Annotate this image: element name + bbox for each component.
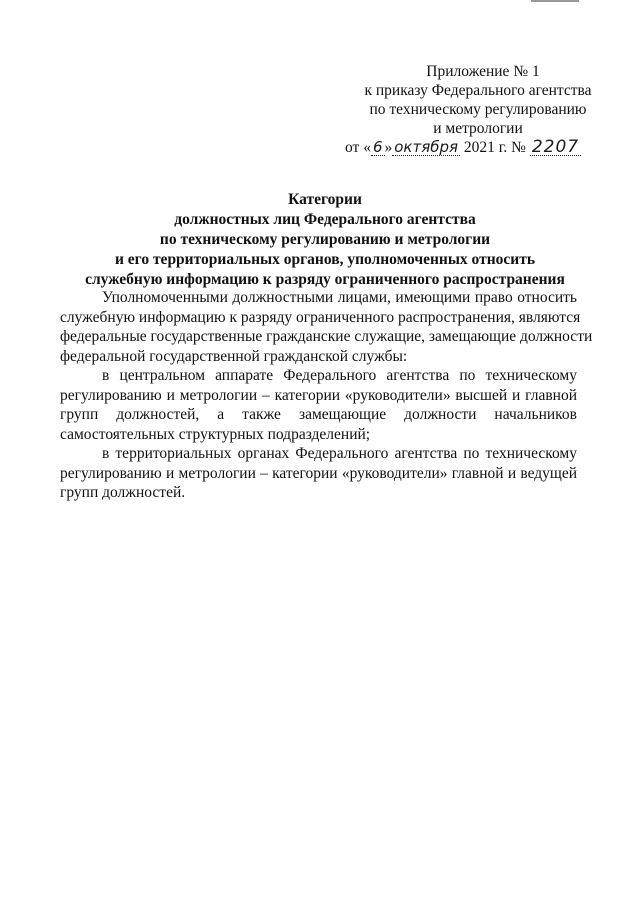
body-line: групп должностей. bbox=[60, 484, 186, 501]
body-paragraph bbox=[60, 444, 577, 503]
date-year: 2021 г. № bbox=[463, 139, 526, 156]
appendix-date-line bbox=[333, 138, 623, 157]
scan-edge-mark bbox=[531, 0, 579, 2]
handwritten-day: 6 bbox=[372, 138, 383, 156]
title-line: служебную информацию к разряду ограниченного распространения bbox=[85, 271, 565, 288]
title-line: по техническому регулированию и метрологии bbox=[159, 231, 491, 248]
appendix-agency-line-2: и метрологии bbox=[433, 120, 523, 137]
body-line: самостоятельных структурных подразделений; bbox=[60, 425, 371, 443]
appendix-agency-line: по техническому регулированию bbox=[369, 101, 587, 118]
appendix-order-ref: к приказу Федерального агентства bbox=[364, 82, 592, 99]
body-line: регулированию и метрологии – категории «руководители» высшей и главной bbox=[60, 386, 577, 404]
body-line: служебную информацию к разряду ограниченного распространения, являются bbox=[60, 308, 581, 326]
body-line: в центральном аппарате Федерального агентства по техническому bbox=[102, 367, 577, 384]
handwritten-month: октября bbox=[394, 138, 459, 156]
date-prefix: от « bbox=[345, 139, 371, 156]
body-line: в территориальных органах Федерального агентства по техническому bbox=[102, 445, 577, 462]
appendix-number: Приложение № 1 bbox=[426, 63, 540, 80]
document-title bbox=[60, 190, 590, 290]
body-line: регулированию и метрологии – категории «руководители» главной и ведущей bbox=[60, 464, 577, 482]
body-line: Уполномоченными должностными лицами, имеющими право относить bbox=[102, 289, 577, 306]
body-paragraph bbox=[60, 366, 577, 444]
body-line: федеральные государственные гражданские служащие, замещающие должности bbox=[60, 328, 593, 345]
title-line: Категории bbox=[288, 191, 362, 208]
body-line: групп должностей, а также замещающие должности начальников bbox=[60, 406, 577, 423]
body-paragraph bbox=[60, 288, 593, 366]
document-body bbox=[60, 288, 593, 503]
date-quote-close: » bbox=[384, 139, 393, 156]
appendix-header bbox=[333, 62, 623, 157]
title-line: и его территориальных органов, уполномоченных относить bbox=[114, 251, 536, 268]
handwritten-order-number: 2207 bbox=[531, 137, 580, 157]
body-line: федеральной государственной гражданской службы: bbox=[60, 347, 408, 365]
title-line: должностных лиц Федерального агентства bbox=[174, 211, 476, 228]
